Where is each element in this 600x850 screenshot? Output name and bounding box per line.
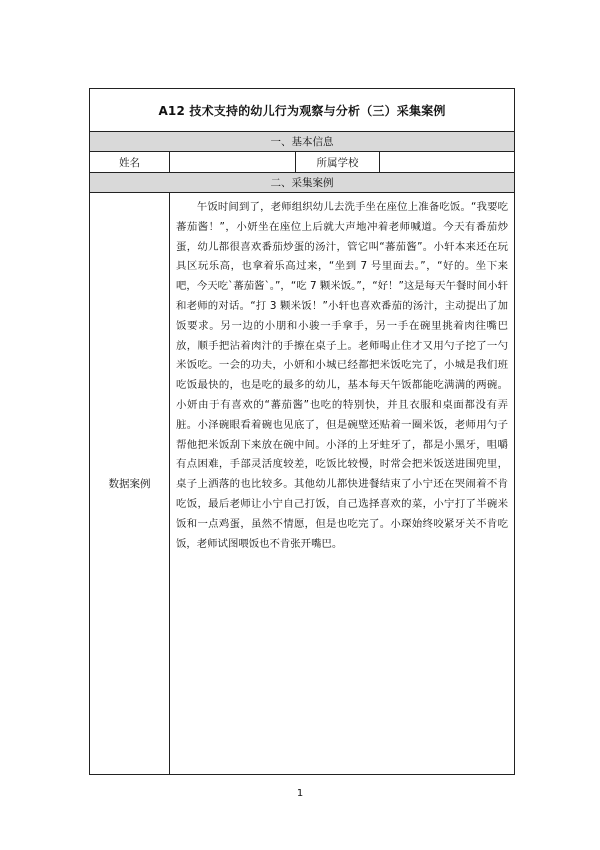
name-value-field[interactable] [170,152,296,173]
basic-info-row [90,152,515,173]
page-number: 1 [296,788,304,799]
document-title: A12 技术支持的幼儿行为观察与分析（三）采集案例 [90,89,515,132]
section-header-case: 二、采集案例 [90,173,515,193]
school-value-field[interactable] [380,152,515,173]
case-content-row [90,193,515,775]
case-record-table [89,88,515,775]
name-label: 姓名 [90,152,170,173]
basic-info-header-row [90,132,515,152]
section-header-basic-info: 一、基本信息 [90,132,515,152]
case-content-cell[interactable] [170,193,515,775]
title-row [90,89,515,132]
school-label: 所属学校 [296,152,380,173]
case-header-row [90,173,515,193]
case-label: 数据案例 [90,193,170,775]
case-narrative-text: 午饭时间到了，老师组织幼儿去洗手坐在座位上准备吃饭。“我要吃蕃茄酱！”，小妍坐在座位上后就大声地冲着老师喊道。今天有番茄炒蛋，幼儿都很喜欢番茄炒蛋的汤汁，管它叫“蕃茄酱”。小轩本来还在玩具区玩乐高，也拿着乐高过来，“坐到 7 号里面去。”，“好的。坐下来吧，今天吃`蕃茄酱`。”，“吃 7 颗米饭。”，“好！”这是每天午餐时间小轩和老师的对话。“打 3 颗米饭！”小轩也喜欢番茄的汤汁，主动提出了加饭要求。另一边的小朋和小骏一手拿手，另一手在碗里挑着肉往嘴巴放，顺手把沾着肉汁的手擦在桌子上。老师喝止住才又用勺子挖了一勺米饭吃。一会的功夫，小妍和小城已经都把米饭吃完了，小城是我们班吃饭最快的，也是吃的最多的幼儿，基本每天午饭都能吃满满的两碗。小妍由于有喜欢的“蕃茄酱”也吃的特别快，并且衣服和桌面都没有弄脏。小泽碗眼看着碗也见底了，但是碗壁还贴着一圈米饭，老师用勺子帮他把米饭刮下来放在碗中间。小泽的上牙蛀牙了，都是小黑牙，咀嚼有点困难，手部灵活度较差，吃饭比较慢，时常会把米饭送进围兜里，桌子上洒落的也比较多。其他幼儿都快进餐结束了小宁还在哭闹着不肯吃饭，最后老师让小宁自己打饭，自己选择喜欢的菜，小宁打了半碗米饭和一点鸡蛋，虽然不情愿，但是也吃完了。小琛始终咬紧牙关不肯吃饭，老师试图喂饭也不肯张开嘴巴。 [176,201,509,550]
